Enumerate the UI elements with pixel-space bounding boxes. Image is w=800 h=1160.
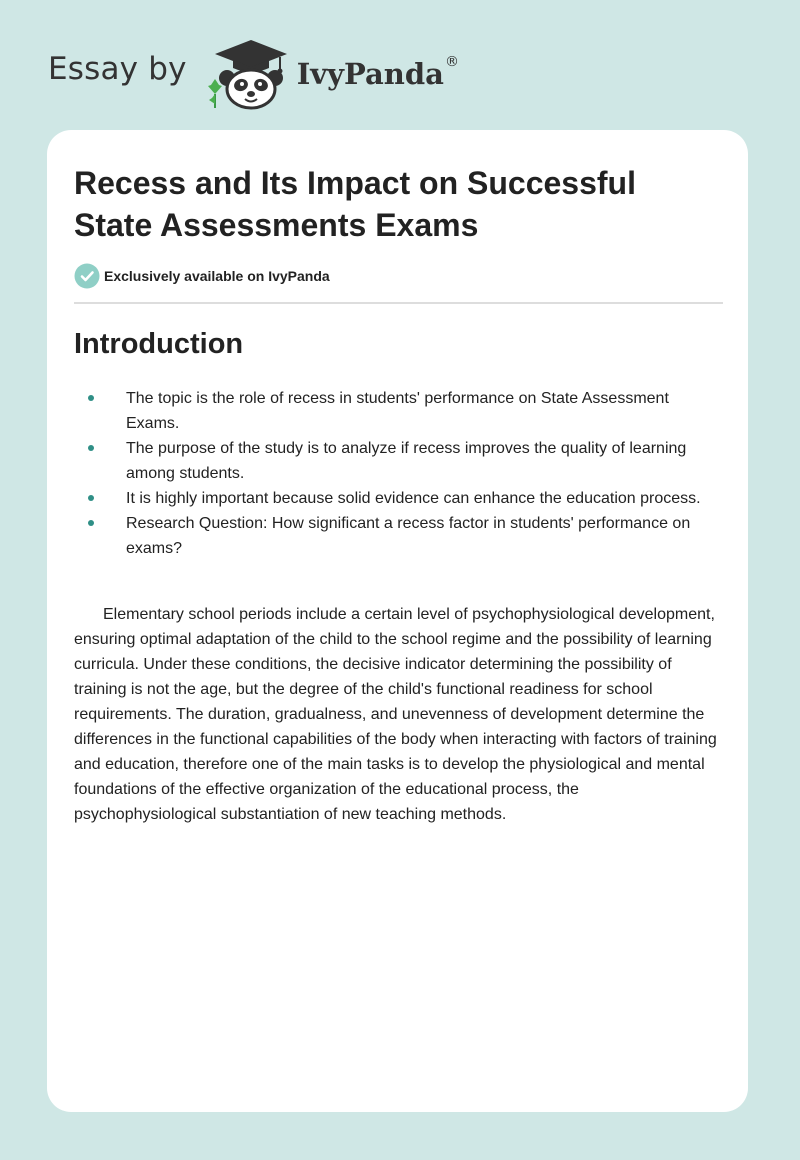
list-item [74, 386, 724, 436]
section-heading: Introduction [74, 328, 244, 360]
registered-mark: ® [444, 54, 459, 70]
brand-prefix: Essay by [48, 51, 187, 87]
list-item-text: The purpose of the study is to analyze if recess improves the quality of learning among students. [126, 440, 687, 482]
exclusive-badge [74, 263, 330, 289]
essay-card [47, 130, 748, 1112]
bullet-list [74, 386, 724, 561]
panda-graduation-cap-icon [201, 34, 295, 110]
bullet-dot [88, 395, 94, 401]
bullet-dot [88, 495, 94, 501]
brand-name: IvyPanda [296, 57, 444, 91]
check-circle-icon [74, 263, 100, 289]
list-item-text: The topic is the role of recess in students' performance on State Assessment Exams. [126, 390, 669, 432]
page-title: Recess and Its Impact on Successful State Assessments Exams [74, 165, 636, 243]
exclusive-label: Exclusively available on IvyPanda [104, 268, 330, 284]
brand-header[interactable] [48, 34, 459, 110]
divider [74, 302, 723, 304]
bullet-dot [88, 520, 94, 526]
body-paragraph: Elementary school periods include a certain level of psychophysiological development, ensuring optimal adaptation of the child to the school regime and the possibility of learning curricula. Under these conditions, the decisive indicator determining the possibility of training is not the age, but the degree of the child's functional readiness for school requirements. The duration, gradualness, and unevenness of development determine the differences in the functional capabilities of the body when interacting with factors of training and education, therefore one of the main tasks is to develop the physiological and mental foundations of the effective organization of the educational process, the psychophysiological substantiation of new teaching methods. [74, 606, 717, 823]
list-item [74, 436, 724, 486]
list-item-text: It is highly important because solid evidence can enhance the education process. [126, 490, 701, 507]
list-item [74, 486, 724, 511]
bullet-dot [88, 445, 94, 451]
list-item [74, 511, 724, 561]
list-item-text: Research Question: How significant a recess factor in students' performance on exams? [126, 515, 691, 557]
